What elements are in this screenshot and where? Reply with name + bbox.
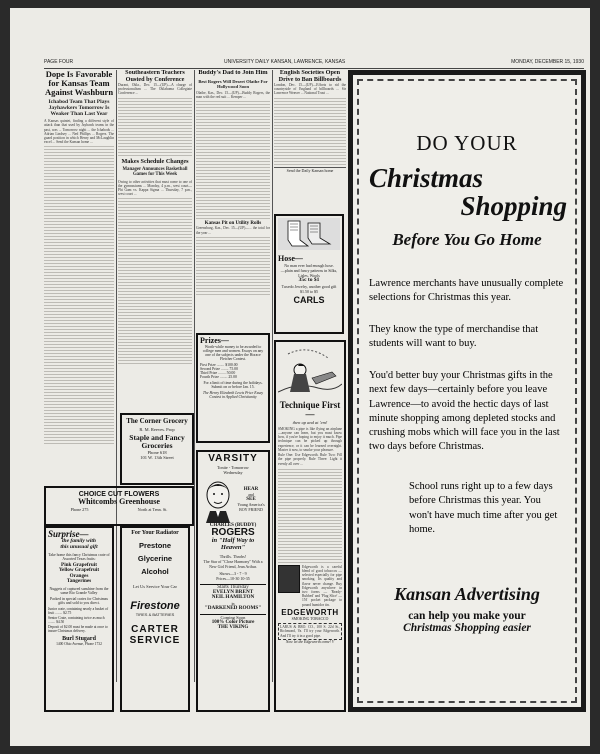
article-washburn-columns bbox=[44, 144, 114, 444]
surprise-intro: Take home this fancy Christmas crate of Assorted Texas fruits: bbox=[48, 552, 110, 561]
hose-line1: No man ever had enough hose. bbox=[284, 263, 334, 269]
article-schedule-text: Owing to other activities that must come to one of the gymnasiums ... Monday, 4 p.m., west court—Phi Gam vs. Kappa Sigma ... Thursday, 7 p.m., west court ... bbox=[118, 179, 192, 197]
hose-illustration bbox=[278, 218, 340, 250]
buddy-rogers-portrait bbox=[200, 477, 236, 523]
varsity-coming2: 100% Color Picture bbox=[211, 620, 255, 626]
radiator-headline: For Your Radiator bbox=[131, 530, 179, 536]
edgeworth-coupon-footer: Now let the Edgeworth come! V bbox=[285, 639, 335, 644]
headline-southeastern: Southeastern Teachers Ousted by Conference bbox=[125, 70, 185, 83]
radiator-service: Let Us Service Your Car bbox=[132, 583, 178, 589]
ad-varsity-theater bbox=[196, 450, 270, 712]
headline-billboards: English Societies Open Drive to Ban Billboards bbox=[278, 70, 342, 83]
surprise-price1: Junior crate, containing nearly a basket of fruit ........ $2.75 bbox=[48, 606, 109, 615]
flowers-phone: Phone 275 bbox=[70, 506, 89, 512]
christmas-paragraph2: They know the type of merchandise that students will want to buy. bbox=[369, 323, 539, 350]
column-3 bbox=[196, 70, 270, 335]
christmas-line4: Before You Go Home bbox=[392, 229, 542, 249]
varsity-film-title2: "DARKENED ROOMS" bbox=[204, 604, 262, 611]
prize-item: First Prize ........ $100.00 bbox=[200, 363, 238, 368]
corner-grocery-name: The Corner Grocery bbox=[126, 417, 188, 425]
varsity-star2: ROGERS bbox=[211, 526, 255, 538]
edgeworth-logo: EDGEWORTH bbox=[281, 607, 339, 617]
flowers-address: North at Tenn. St. bbox=[137, 506, 168, 512]
edgeworth-tin-icon bbox=[278, 565, 300, 593]
prizes-headline: Prizes— bbox=[200, 336, 229, 345]
radiator-item: Glycerine bbox=[137, 554, 173, 564]
send-kansan-home: Send the Daily Kansan home bbox=[274, 167, 346, 173]
technique-sub: then up and at 'em! bbox=[292, 419, 328, 425]
article-washburn-text: A Kansas quintet, finding a different style of attack than that used by Jayhawk teams in the past, was ... Tomorrow night ... the Ichabods ... Adrian Lindsey ... Ned Phillips ... Rogers. The guard position in which Henry and McLaughlin excel ... Send the Kansan home ... bbox=[44, 119, 114, 145]
varsity-line2: Wednesday bbox=[223, 469, 243, 475]
prizes-sponsor: The Henry Elizabeth Lewis Price Essay Contest in Applied Christianity bbox=[202, 391, 264, 400]
ad-whitcombs-flowers bbox=[44, 486, 194, 526]
varsity-star4: NEIL HAMILTON bbox=[211, 594, 255, 601]
article-billboards-text: London, Dec. 15—(UP)—Efforts to rid the countryside of England of billboards ... Sir Lawrence Weaver ... National Trust ... bbox=[274, 83, 346, 96]
column-rule bbox=[116, 70, 117, 682]
ad-corner-grocery bbox=[120, 413, 194, 485]
ad-prizes bbox=[196, 333, 270, 443]
newspaper-page bbox=[10, 8, 590, 746]
prize-item: Second Prize ........ 75.00 bbox=[200, 367, 238, 372]
surprise-address: 1400 Ohio Avenue, Phone 1732 bbox=[56, 642, 102, 647]
surprise-sub1: the family with bbox=[62, 538, 96, 545]
prize-item: Fourth Prize ........ 25.00 bbox=[200, 375, 237, 380]
prizes-intro: Worth-while money to be awarded to college men and women. Essays on any one of the subjects under the Horace Fletcher Contest. bbox=[202, 345, 264, 362]
fruit-item: Oranges bbox=[69, 572, 89, 579]
technique-body2: Rule One: Use Edgeworth. Rule Two: Fill the pipe properly. Rule Three: Light it evenly all over ... bbox=[278, 453, 342, 466]
varsity-desc: Young America's BOY FRIEND bbox=[237, 502, 265, 513]
technique-body: SMOKING a pipe is like flying an airplane—anyone can learn, but you must know how, if you're hoping to enjoy it much. Pipe technique can be picked up through experience, or it can be learned overnight. Master it now, to smoke your pleasure. bbox=[278, 426, 342, 452]
technique-headline: Technique First— bbox=[279, 400, 341, 420]
corner-grocery-line2: Groceries bbox=[141, 441, 173, 451]
varsity-star1: CHARLES (BUDDY) bbox=[209, 522, 257, 528]
corner-grocery-line1: Staple and Fancy bbox=[129, 433, 185, 443]
kansan-line2: can help you make your bbox=[408, 609, 526, 622]
varsity-line1: Tonite - Tomorrow bbox=[217, 464, 249, 470]
surprise-note2: Packed in special crates for Christmas gifts and sold to you direct. bbox=[50, 596, 108, 605]
page-number: PAGE FOUR bbox=[44, 59, 74, 65]
surprise-note1: Nuggets of captured sunshine from the same Rio Grande Valley bbox=[49, 586, 109, 595]
hose-price2: $1.50 to $5 bbox=[299, 289, 319, 295]
varsity-coming: Coming Soon bbox=[200, 614, 266, 620]
christmas-line1: DO YOUR bbox=[416, 131, 518, 155]
masthead bbox=[44, 58, 584, 69]
service-name: SERVICE bbox=[129, 634, 181, 646]
hose-line2: —plain and fancy patterns in Silks, Lisles, Wools bbox=[280, 268, 338, 279]
headline-buddys-dad: Buddy's Dad to Join Him bbox=[198, 70, 268, 76]
surprise-sub2: this unusual gift bbox=[60, 544, 98, 551]
varsity-prices: Prices—10-30 10-35 bbox=[216, 575, 250, 581]
ad-carls-hose bbox=[274, 214, 344, 334]
ad-fruit-surprise bbox=[44, 526, 114, 712]
carter-name: CARTER bbox=[131, 624, 179, 636]
firestone-tagline: TIRES & BATTERIES bbox=[135, 612, 175, 618]
article-utility-text: Greensburg, Kas., Dec. 15—(UP)—... the total for the year ... bbox=[196, 226, 270, 235]
hose-line3: Tuxedo Jewelry, another good gift bbox=[281, 284, 337, 290]
varsity-in: in bbox=[231, 600, 235, 606]
corner-grocery-phone: Phone 618 bbox=[147, 450, 167, 456]
corner-grocery-owner: R. M. Reeves. Prop bbox=[139, 427, 175, 433]
surprise-price2: Senior Crate, containing twice as much ........ $4.50 bbox=[48, 615, 105, 624]
christmas-paragraph1: Lawrence merchants have unusually complete selections for Christmas this year. bbox=[369, 277, 564, 303]
varsity-thursday: Starts Thursday bbox=[200, 584, 266, 590]
varsity-film-title: in "Half Way to Heaven" bbox=[211, 537, 255, 552]
radiator-item: Alcohol bbox=[141, 567, 169, 577]
varsity-and: and bbox=[248, 492, 254, 497]
surprise-headline: Surprise— bbox=[48, 529, 89, 539]
article-southeastern-text: Durant, Okla., Dec. 15—(UP)—A charge of professionalism ... The Oklahoma Collegiate Conference ... bbox=[118, 83, 192, 96]
article-southeastern-columns bbox=[118, 96, 192, 156]
ad-carter-service bbox=[120, 526, 190, 712]
column-sports bbox=[44, 70, 114, 480]
paper-title: UNIVERSITY DAILY KANSAN, LAWRENCE, KANSAS bbox=[224, 59, 346, 65]
headline-utility-rolls: Kansas Pit on Utility Rolls bbox=[204, 221, 262, 227]
fruit-item: Pink Grapefruit bbox=[61, 561, 97, 568]
column-4 bbox=[274, 70, 346, 210]
varsity-star3: EVELYN BRENT bbox=[212, 588, 254, 595]
varsity-shows: Shows—3 - 7 - 9 bbox=[219, 570, 247, 576]
issue-date: MONDAY, DECEMBER 15, 1930 bbox=[511, 59, 584, 65]
radiator-item: Prestone bbox=[138, 541, 172, 551]
christmas-line3: Shopping bbox=[460, 191, 567, 222]
pilot-illustration bbox=[278, 344, 342, 396]
headline-schedule: Makes Schedule Changes bbox=[121, 157, 189, 165]
flowers-headline: CHOICE CUT FLOWERS bbox=[78, 491, 160, 498]
prizes-note: For a limit of time during the holidays. Submit on or before Jan. 15. bbox=[203, 381, 263, 390]
headline-washburn: Dope Is Favorable for Kansas Team Against Washburn bbox=[44, 70, 114, 97]
varsity-hear: HEAR bbox=[243, 486, 259, 492]
fruit-item: Tangerines bbox=[66, 578, 92, 585]
technique-columns bbox=[278, 467, 342, 563]
edgeworth-coupon: LARUS & BRO. CO., 100 S. 22d St., Richmond, Va. I'll try your Edgeworth. And I'll try it in a good pipe. bbox=[278, 623, 342, 640]
varsity-see: SEE bbox=[246, 497, 256, 502]
prize-item: Third Prize ........ 50.00 bbox=[200, 371, 236, 376]
firestone-logo: Firestone bbox=[130, 599, 180, 612]
ad-edgeworth bbox=[274, 340, 346, 712]
varsity-coming3: THE VIKING bbox=[217, 625, 249, 631]
surprise-merchant: Burl Stugard bbox=[62, 635, 96, 642]
surprise-deposit: Deposit of $2.00 must be made at once to insure Christmas delivery. bbox=[48, 624, 108, 633]
article-utility-columns bbox=[196, 235, 270, 295]
article-buddys-dad-columns bbox=[196, 99, 270, 219]
ad-christmas-shopping bbox=[348, 70, 586, 712]
carls-logo: CARLS bbox=[293, 295, 325, 306]
article-schedule-columns bbox=[118, 196, 192, 366]
fruit-item: Yellow Grapefruit bbox=[58, 567, 100, 574]
christmas-paragraph3: You'd better buy your Christmas gifts in the next few days—certainly before you leave Lawrence—to avoid the hectic days of last minute shopping among depleted stocks and crushing mobs which will face you in the last two days before Christmas. bbox=[369, 370, 560, 453]
edgeworth-description: Edgeworth is a careful blend of good tobaccos — selected especially for pipe smoking. Its quality and flavor never change. Buy Edgeworth anywhere in two forms — 'Ready-Rubbed' and 'Plug Slice' — 15¢ pocket package to pound humidor tin. bbox=[302, 564, 342, 607]
subhead-washburn: Ichabod Team That Plays Jayhawkers Tomorrow Is Weaker Than Last Year bbox=[48, 98, 110, 118]
column-rule bbox=[194, 70, 195, 682]
varsity-name: VARSITY bbox=[208, 453, 258, 464]
hose-title: Hose— bbox=[278, 254, 303, 263]
christmas-line2: Christmas bbox=[369, 163, 484, 193]
subhead-buddys-dad: Best Rogers Will Desert Olathe For Hollywood Soon bbox=[198, 78, 268, 89]
column-rule bbox=[272, 70, 273, 682]
flowers-greenhouse: Whitcombs Greenhouse bbox=[78, 497, 160, 507]
kansan-line3: Christmas Shopping easier bbox=[403, 621, 531, 634]
kansan-advertising: Kansan Advertising bbox=[394, 583, 540, 604]
varsity-extras: Thrills. Throbs! bbox=[219, 553, 247, 559]
edgeworth-tag: SMOKING TOBACCO bbox=[291, 617, 329, 622]
column-2 bbox=[118, 70, 192, 410]
article-buddys-dad-text: Olathe, Kas., Dec. 15—(UP)—Buddy Rogers, the man with the red suit ... Kemper ... bbox=[196, 90, 270, 100]
subhead-schedule: Manager Announces Basketball Games for This Week bbox=[122, 167, 188, 178]
christmas-paragraph4: School runs right up to a few days before Christmas this year. You won't have much time after you get home. bbox=[409, 481, 558, 535]
varsity-promo: The Star of "Close Harmony" With a New Girl Friend, Jean Arthur. bbox=[203, 558, 263, 569]
article-billboards-columns bbox=[274, 96, 346, 166]
corner-grocery-address: 101 W. 13th Street bbox=[140, 455, 174, 461]
hose-price: 35c to $1 bbox=[298, 277, 320, 284]
